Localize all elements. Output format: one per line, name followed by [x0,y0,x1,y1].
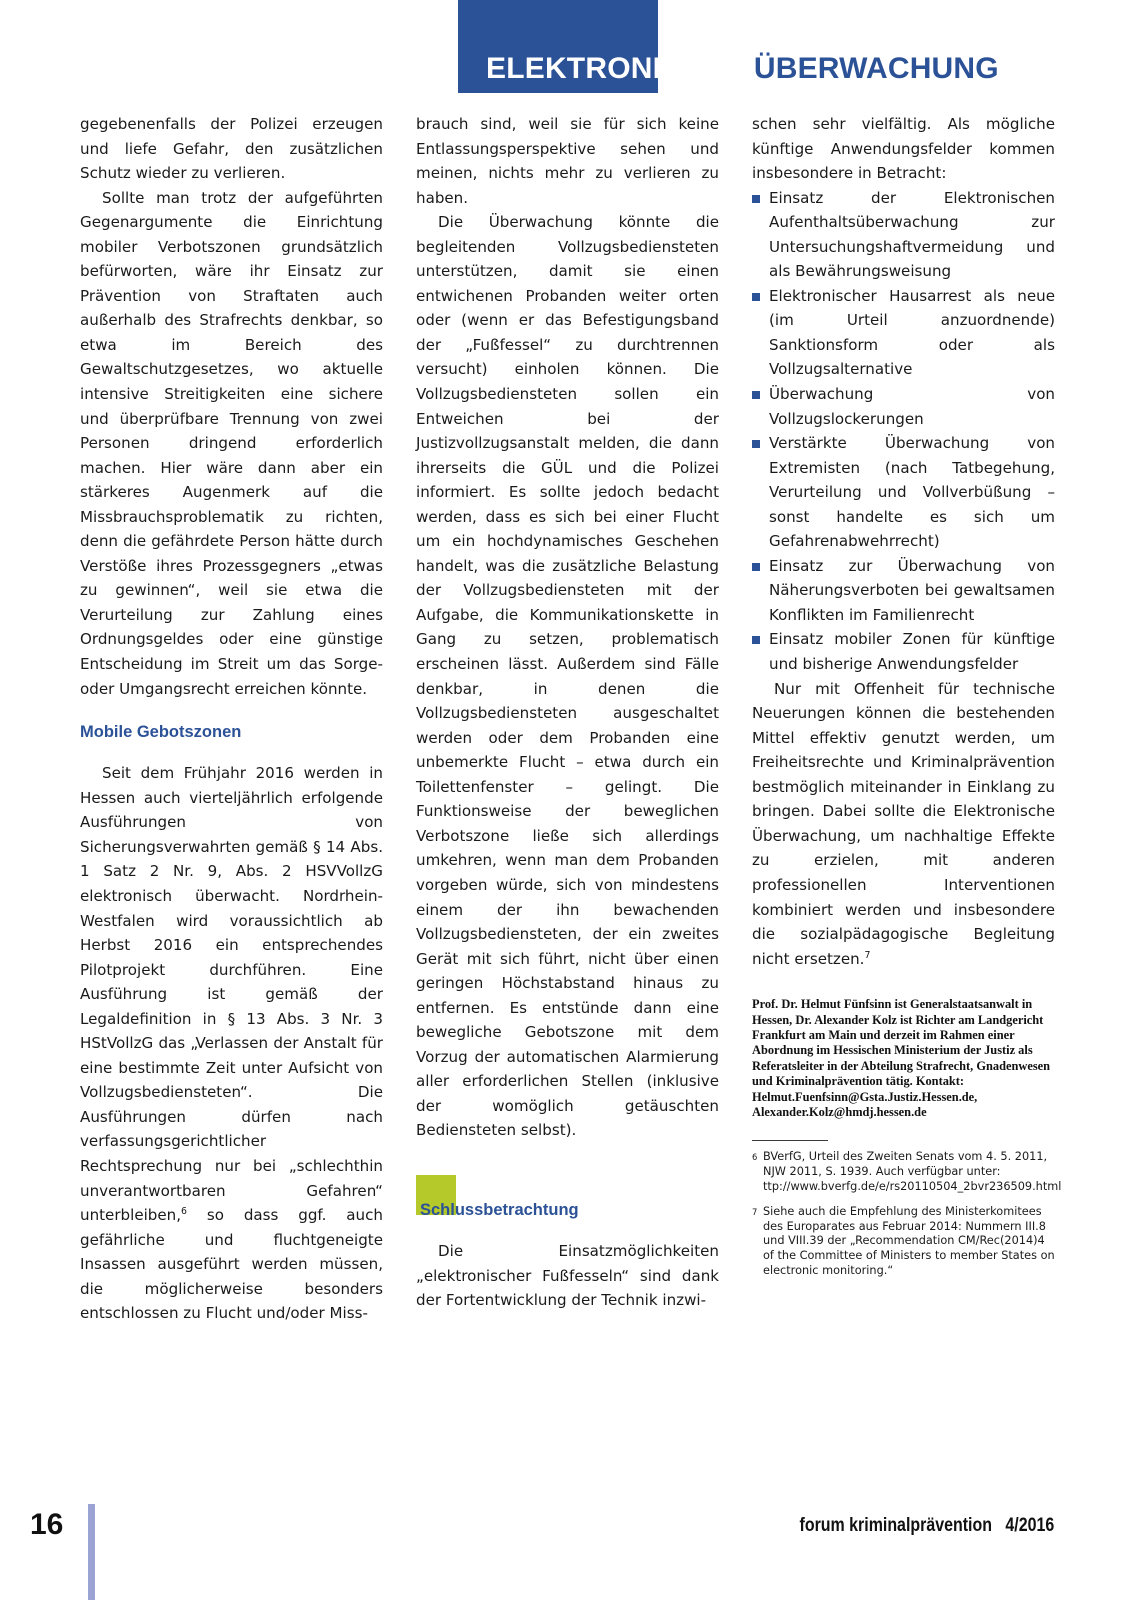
list-item [752,382,1055,431]
column-one [80,112,383,1326]
section-heading-schlussbetrachtung [416,1175,719,1219]
issue-number: 4/2016 [1005,1515,1054,1536]
list-item [752,284,1055,382]
paragraph: Sollte man trotz der aufgeführten Gegenargumente die Einrichtung mobiler Verbotszonen grundsätzlich befürworten, wäre ihr Einsatz zur Prävention von Straftaten auch außerhalb des Strafrechts denkbar, so etwa im Bereich des Gewaltschutzgesetzes, wo aktuelle intensive Streitigkeiten eine sichere und überprüfbare Trennung von zwei Personen dringend erforderlich machen. Hier wäre dann aber ein stärkeres Augenmerk auf die Missbrauchsproblematik zu richten, denn die gefährdete Person hätte durch Verstöße ihres Prozessgegners „etwas zu gewinnen“, weil sie etwa die Verurteilung zur Zahlung eines Ordnungsgeldes oder eine günstige Entscheidung im Streit um das Sorge- oder Umgangsrecht erreichen könnte. [80,188,383,698]
section-heading-mobile-gebotszonen: Mobile Gebotszonen [80,723,242,742]
footnote-ref-7[interactable]: 7 [864,949,871,961]
footnote [752,1150,1062,1194]
column-two [416,112,719,1313]
header-title-part-two: ÜBERWACHUNG [753,52,999,85]
footnote-text: Siehe auch die Empfehlung des Ministerkomitees des Europarates aus Februar 2014: Nummern III.8 und VIII.39 der „Recommendation CM/Rec(2014)4 of the Committee of Ministers to member States on electronic monitoring.“ [763,1205,1055,1277]
square-bullet-icon [752,391,760,399]
list-item [752,186,1055,284]
list-item-label: Einsatz mobiler Zonen für künftige und bisherige Anwendungsfelder [769,630,1055,674]
column-three [752,112,1062,1289]
paragraph: Die Überwachung könnte die begleitenden Vollzugsbediensteten unterstützen, damit sie einen entwichenen Probanden weiter orten oder (wenn er das Befestigungsband der „Fußfessel“ zu durchtrennen versucht) einholen können. Die Vollzugsbediensteten sollen ein Entweichen bei der Justizvollzugsanstalt melden, die dann ihrerseits die GÜL und die Polizei informiert. Es sollte jedoch bedacht werden, dass es sich bei einer Flucht um ein hochdynamisches Geschehen handelt, was die zusätzliche Belastung der Vollzugsbediensteten mit der Aufgabe, die Kommunikationskette in Gang zu setzen, problematisch erscheinen lässt. Außerdem sind Fälle denkbar, in denen die Vollzugsbediensteten ausgeschaltet werden oder dem Probanden eine unbemerkte Flucht – etwa durch ein Toilettenfenster – gelingt. Die Funktionsweise der beweglichen Verbotszone ließe sich allerdings umkehren, wenn man dem Probanden vorgeben würde, sich von mindestens einem der ihn bewachenden Vollzugsbediensteten, der ein zweites Gerät mit sich führt, nicht über einen geringen Höchstabstand hinaus zu entfernen. Es entstünde dann eine bewegliche Gebotszone mit dem Vorzug der automatischen Alarmierung aller erforderlichen Stellen (inklusive der womöglich getäuschten Bediensteten selbst). [416,213,719,1140]
square-bullet-icon [752,440,760,448]
paragraph-text-b: so dass ggf. auch gefährliche und fluchtgeneigte Insassen ausgeführt werden müssen, die möglicherweise besonders entschlossen zu Flucht und/oder Miss- [80,1206,383,1323]
square-bullet-icon [752,636,760,644]
publication-name: forum kriminalprävention [799,1515,992,1536]
footnote [752,1205,1055,1278]
footnote-text: BVerfG, Urteil des Zweiten Senats vom 4. 5. 2011, NJW 2011, S. 1939. Auch verfügbar unter: ttp://www.bverfg.de/e/rs20110504_2bvr236509.html [763,1150,1062,1193]
footnote-ref-6[interactable]: 6 [181,1206,187,1218]
paragraph: gegebenenfalls der Polizei erzeugen und liefe Gefahr, den zusätzlichen Schutz wieder zu verlieren. [80,115,383,183]
footer-publication-info [799,1516,1054,1535]
paragraph [752,677,1055,972]
header-title-part-one: ELEKTRONISCHE [486,52,746,85]
list-item-label: Einsatz zur Überwachung von Näherungsverboten bei gewaltsamen Konflikten im Familienrecht [769,556,1055,624]
footnote-number: 7 [752,1207,758,1218]
footnote-number: 6 [752,1152,758,1163]
list-item-label: Einsatz der Elektronischen Aufenthaltsüberwachung zur Untersuchungshaftvermeidung und als Bewährungsweisung [769,188,1055,281]
footer-accent-bar [88,1504,95,1600]
paragraph: Die Einsatzmöglichkeiten „elektronischer Fußfesseln“ sind dank der Fortentwicklung der Technik inzwi- [416,1242,719,1310]
list-item [752,431,1055,554]
section-heading-label: Schlussbetrachtung [420,1200,579,1219]
footnote-separator-rule [752,1140,828,1141]
paragraph: schen sehr vielfältig. Als mögliche künftige Anwendungsfelder kommen insbesondere in Betracht: [752,115,1055,183]
paragraph [80,761,383,1326]
square-bullet-icon [752,293,760,301]
list-item-label: Elektronischer Hausarrest als neue (im Urteil anzuordnende) Sanktionsform oder als Vollzugsalternative [769,286,1055,379]
list-item-label: Verstärkte Überwachung von Extremisten (nach Tatbegehung, Verurteilung und Vollverbüßung – sonst handelte es sich um Gefahrenabwehrrecht) [769,434,1055,551]
square-bullet-icon [752,563,760,571]
square-bullet-icon [752,195,760,203]
paragraph-text-a: Nur mit Offenheit für technische Neuerungen können die bestehenden Mittel effektiv genutzt werden, um Freiheitsrechte und Kriminalprävention bestmöglich miteinander in Einklang zu bringen. Dabei sollte die Elektronische Überwachung, um nachhaltige Effekte zu erzielen, mit anderen professionellen Interventionen kombiniert werden und insbesondere die sozialpädagogische Begleitung nicht ersetzen. [752,679,1055,968]
list-item [752,627,1055,676]
paragraph-text-a: Seit dem Frühjahr 2016 werden in Hessen auch vierteljährlich erfolgende Ausführungen von Sicherungsverwahrten gemäß § 14 Abs. 1 Satz 2 Nr. 9, Abs. 2 HSVVollzG elektronisch überwacht. Nordrhein-Westfalen wird voraussichtlich ab Herbst 2016 ein entsprechendes Pilotprojekt durchführen. Eine Ausführung ist gemäß der Legaldefinition in § 13 Abs. 3 Nr. 3 HStVollzG das „Verlassen der Anstalt für eine bestimmte Zeit unter Aufsicht von Vollzugsbediensteten“. Die Ausführungen dürfen nach verfassungsgerichtlicher Rechtsprechung nur bei „schlechthin unverantwortbaren Gefahren“ unterbleiben, [80,764,383,1225]
page-number: 16 [30,1508,64,1541]
list-item-label: Überwachung von Vollzugslockerungen [769,385,1055,428]
list-item [752,554,1055,628]
page-header-title [486,54,999,84]
author-biography: Prof. Dr. Helmut Fünfsinn ist Generalstaatsanwalt in Hessen, Dr. Alexander Kolz ist Richter am Landgericht Frankfurt am Main und derzeit im Rahmen einer Abordnung im Hessischen Ministerium der Justiz als Referatsleiter in der Abteilung Strafrecht, Gnadenwesen und Kriminalprävention tätig. Kontakt: Helmut.Fuenfsinn@Gsta.Justiz.Hessen.de, Alexander.Kolz@hmdj.hessen.de [752,997,1051,1119]
application-fields-list [752,186,1055,677]
paragraph: brauch sind, weil sie für sich keine Entlassungsperspektive sehen und meinen, nichts mehr zu verlieren zu haben. [416,115,719,207]
article-columns [80,112,1062,1326]
